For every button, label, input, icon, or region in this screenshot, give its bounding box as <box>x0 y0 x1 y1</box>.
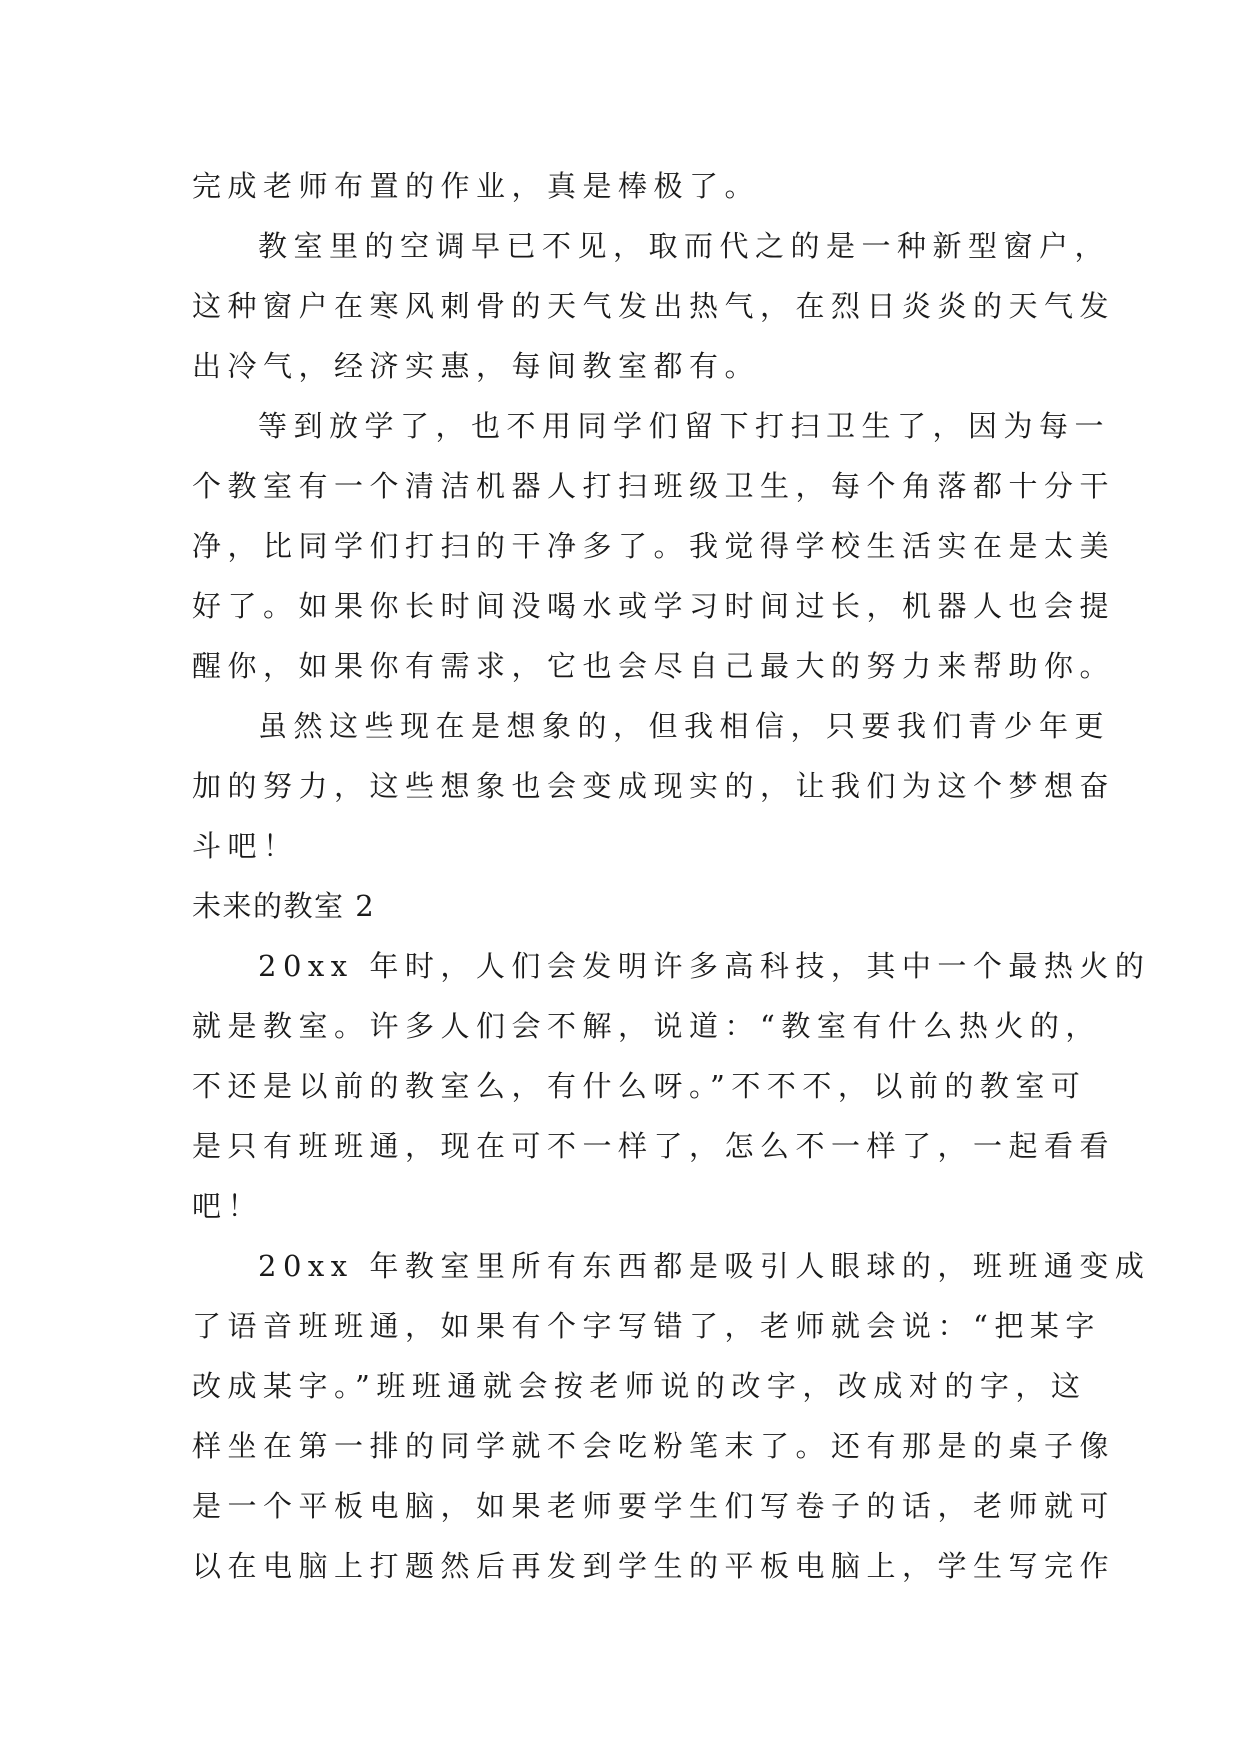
text-line: 这种窗户在寒风刺骨的天气发出热气，在烈日炎炎的天气发 <box>192 289 1116 323</box>
text-line: 出冷气，经济实惠，每间教室都有。 <box>192 349 761 383</box>
section-title: 未来的教室 2 <box>192 889 376 923</box>
text-line: 了语音班班通，如果有个字写错了，老师就会说：“把某字 <box>192 1309 1101 1343</box>
text-line: 改成某字。”班班通就会按老师说的改字，改成对的字，这 <box>192 1369 1087 1403</box>
text-line: 醒你，如果你有需求，它也会尽自己最大的努力来帮助你。 <box>192 649 1116 683</box>
text-line: 等到放学了，也不用同学们留下打扫卫生了，因为每一 <box>258 409 1111 443</box>
text-line: 是一个平板电脑，如果老师要学生们写卷子的话，老师就可 <box>192 1489 1116 1523</box>
text-line: 不还是以前的教室么，有什么呀。”不不不，以前的教室可 <box>192 1069 1087 1103</box>
text-line: 加的努力，这些想象也会变成现实的，让我们为这个梦想奋 <box>192 769 1116 803</box>
text-line: 斗吧！ <box>192 829 299 863</box>
document-body <box>192 156 1151 1596</box>
text-line: 虽然这些现在是想象的，但我相信，只要我们青少年更 <box>258 709 1111 743</box>
text-line: 吧！ <box>192 1189 264 1223</box>
text-line: 20xx 年时，人们会发明许多高科技，其中一个最热火的 <box>258 949 1151 983</box>
text-line: 教室里的空调早已不见，取而代之的是一种新型窗户， <box>258 229 1111 263</box>
text-line: 以在电脑上打题然后再发到学生的平板电脑上，学生写完作 <box>192 1549 1116 1583</box>
text-line: 净，比同学们打扫的干净多了。我觉得学校生活实在是太美 <box>192 529 1116 563</box>
text-line: 就是教室。许多人们会不解，说道：“教室有什么热火的， <box>192 1009 1101 1043</box>
text-line: 是只有班班通，现在可不一样了，怎么不一样了，一起看看 <box>192 1129 1116 1163</box>
text-line: 20xx 年教室里所有东西都是吸引人眼球的，班班通变成 <box>258 1249 1151 1283</box>
text-line: 个教室有一个清洁机器人打扫班级卫生，每个角落都十分干 <box>192 469 1116 503</box>
text-line: 完成老师布置的作业，真是棒极了。 <box>192 169 761 203</box>
text-line: 好了。如果你长时间没喝水或学习时间过长，机器人也会提 <box>192 589 1116 623</box>
text-line: 样坐在第一排的同学就不会吃粉笔末了。还有那是的桌子像 <box>192 1429 1116 1463</box>
